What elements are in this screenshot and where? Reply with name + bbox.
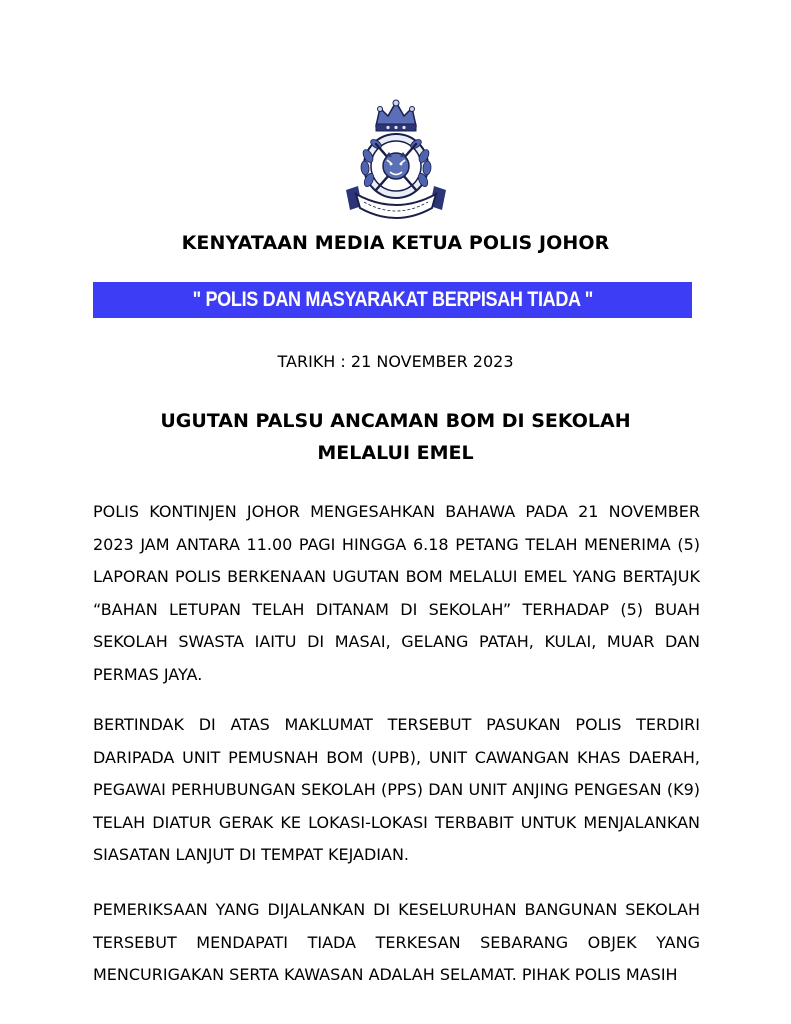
body-paragraph-2: BERTINDAK DI ATAS MAKLUMAT TERSEBUT PASUKAN POLIS TERDIRI DARIPADA UNIT PEMUSNAH BOM (UPB), UNIT CAWANGAN KHAS DAERAH, PEGAWAI PERHUBUNGAN SEKOLAH (PPS) DAN UNIT ANJING PENGESAN (K9) TELAH DIATUR GERAK KE LOKASI-LOKASI TERBABIT UNTUK MENJALANKAN SIASATAN LANJUT DI TEMPAT KEJADIAN. — [93, 715, 700, 864]
motto-text: " POLIS DAN MASYARAKAT BERPISAH TIADA " — [192, 288, 593, 311]
headline-line-2: MELALUI EMEL — [317, 442, 474, 464]
statement-date: TARIKH : 21 NOVEMBER 2023 — [277, 352, 514, 371]
crown-icon — [376, 100, 416, 131]
motto-banner — [93, 282, 692, 318]
body-paragraph-3: PEMERIKSAAN YANG DIJALANKAN DI KESELURUHAN BANGUNAN SEKOLAH TERSEBUT MENDAPATI TIADA TERKESAN SEBARANG OBJEK YANG MENCURIGAKAN SERTA KAWASAN ADALAH SELAMAT. PIHAK POLIS MASIH — [93, 900, 700, 984]
statement-headline — [0, 405, 791, 469]
headline-line-1: UGUTAN PALSU ANCAMAN BOM DI SEKOLAH — [160, 410, 631, 432]
media-statement-title: KENYATAAN MEDIA KETUA POLIS JOHOR — [181, 232, 610, 254]
police-crest-icon — [332, 98, 460, 222]
tiger-head-icon — [383, 152, 409, 179]
body-paragraph-1: POLIS KONTINJEN JOHOR MENGESAHKAN BAHAWA PADA 21 NOVEMBER 2023 JAM ANTARA 11.00 PAGI HINGGA 6.18 PETANG TELAH MENERIMA (5) LAPORAN POLIS BERKENAAN UGUTAN BOM MELALUI EMEL YANG BERTAJUK “BAHAN LETUPAN TELAH DITANAM DI SEKOLAH” TERHADAP (5) BUAH SEKOLAH SWASTA IAITU DI MASAI, GELANG PATAH, KULAI, MUAR DAN PERMAS JAYA. — [93, 502, 700, 684]
